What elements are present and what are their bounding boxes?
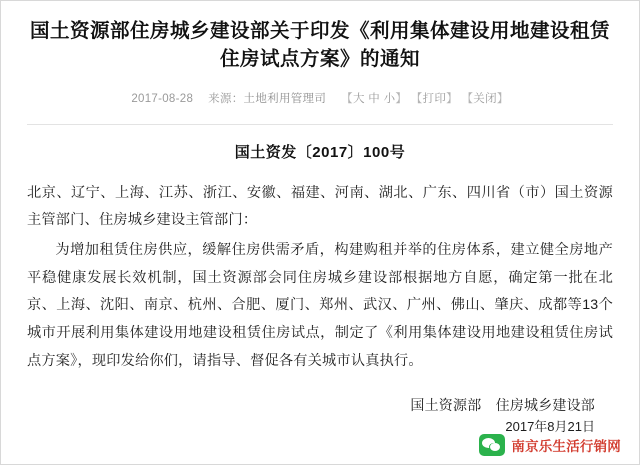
paragraph-recipients: 北京、辽宁、上海、江苏、浙江、安徽、福建、河南、湖北、广东、四川省（市）国土资源主管部门、住房城乡建设主管部门： [27, 184, 613, 229]
bracket-close: 】 [496, 92, 509, 105]
print-control [411, 93, 458, 105]
wechat-account-name: 南京乐生活行销网 [511, 439, 621, 454]
page-title: 国土资源部住房城乡建设部关于印发《利用集体建设用地建设租赁住房试点方案》的通知 [29, 20, 610, 71]
wechat-icon [479, 434, 505, 456]
document-number: 国土资发〔2017〕100号 [234, 143, 406, 161]
paragraph-main: 为增加租赁住房供应，缓解住房供需矛盾，构建购租并举的住房体系，建立健全房地产平稳健康发展长效机制，国土资源部会同住房城乡建设部根据地方自愿，确定第一批在北京、上海、沈阳、南京、杭州、合肥、厦门、郑州、武汉、广州、佛山、肇庆、成都等13个城市开展利用集体建设用地建设租赁住房试点，制定了《利用集体建设用地建设租赁住房试点方案》，现印发给你们，请指导、督促各有关城市认真执行。 [27, 241, 613, 369]
title-block [1, 1, 639, 112]
divider [27, 124, 613, 125]
font-size-small-button[interactable]: 小 [383, 92, 396, 105]
publish-date: 2017-08-28 [131, 92, 194, 105]
font-size-large-button[interactable]: 大 [352, 92, 365, 105]
font-size-medium-button[interactable]: 中 [368, 92, 381, 105]
document-date: 2017年8月21日 [505, 419, 595, 434]
close-button[interactable]: 关闭 [473, 92, 497, 105]
bracket-close: 】 [395, 92, 408, 105]
bracket-close: 】 [446, 92, 458, 105]
bracket-open: 【 [410, 92, 423, 105]
bracket-open: 【 [341, 92, 353, 105]
document-body [27, 180, 613, 376]
document-meta-row [27, 90, 613, 106]
print-button[interactable]: 打印 [422, 92, 447, 105]
document-signature: 国土资源部 住房城乡建设部 [410, 397, 595, 414]
close-control [461, 93, 508, 105]
source-name: 土地利用管理司 [243, 92, 327, 105]
source-label: 来源： [208, 92, 244, 105]
bracket-open: 【 [461, 92, 474, 105]
wechat-account [479, 434, 621, 456]
document-footer [1, 402, 639, 458]
font-size-controls [341, 93, 407, 105]
